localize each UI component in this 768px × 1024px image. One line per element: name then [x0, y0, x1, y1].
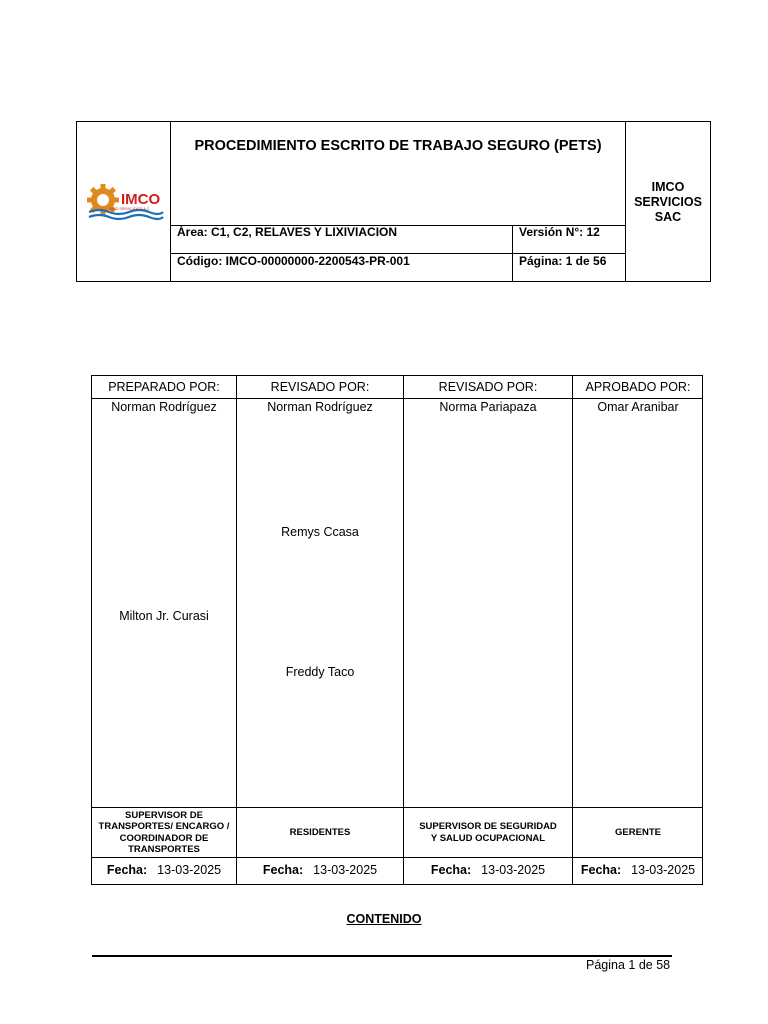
footer-rule	[92, 955, 672, 957]
area-field: Área: C1, C2, RELAVES Y LIXIVIACION	[177, 225, 398, 239]
role-label: SUPERVISOR DE SEGURIDAD Y SALUD OCUPACIONAL	[419, 821, 557, 844]
date-field: Fecha: 13-03-2025	[430, 863, 546, 877]
company-name: IMCO SERVICIOS SAC	[634, 180, 702, 224]
document-header	[76, 121, 711, 282]
header-prepared-by: PREPARADO POR:	[108, 380, 220, 394]
role-label: RESIDENTES	[289, 826, 351, 838]
signer-name: Norma Pariapaza	[439, 400, 537, 414]
header-reviewed-by: REVISADO POR:	[270, 380, 370, 394]
date-field: Fecha: 13-03-2025	[262, 863, 378, 877]
signer-name: Norman Rodríguez	[111, 400, 217, 414]
imco-logo	[85, 182, 165, 226]
approval-table	[91, 375, 703, 885]
signer-name: Milton Jr. Curasi	[119, 609, 209, 623]
version-field: Versión N°: 12	[519, 225, 600, 239]
role-label: SUPERVISOR DE TRANSPORTES/ ENCARGO / COORDINADOR DE TRANSPORTES	[98, 809, 230, 855]
role-label: GERENTE	[615, 826, 661, 838]
header-reviewed-by: REVISADO POR:	[438, 380, 538, 394]
signer-name: Freddy Taco	[285, 665, 355, 679]
table-rule	[92, 857, 702, 858]
code-field: Código: IMCO-00000000-2200543-PR-001	[177, 254, 410, 268]
page-field: Página: 1 de 56	[519, 254, 607, 268]
section-heading: CONTENIDO	[346, 912, 422, 926]
footer-page-number: Página 1 de 58	[586, 958, 671, 972]
table-rule	[92, 398, 702, 399]
signer-name: Norman Rodríguez	[267, 400, 373, 414]
header-approved-by: APROBADO POR:	[585, 380, 691, 394]
document-title: PROCEDIMIENTO ESCRITO DE TRABAJO SEGURO (PETS)	[194, 138, 602, 154]
date-field: Fecha: 13-03-2025	[106, 863, 222, 877]
svg-text:IMCO: IMCO	[121, 191, 161, 208]
svg-text:IMCO SERVICIOS S.A.C.: IMCO SERVICIOS S.A.C.	[109, 207, 151, 211]
signer-name: Omar Aranibar	[597, 400, 679, 414]
signer-name: Remys Ccasa	[281, 525, 359, 539]
date-field: Fecha: 13-03-2025	[580, 863, 696, 877]
